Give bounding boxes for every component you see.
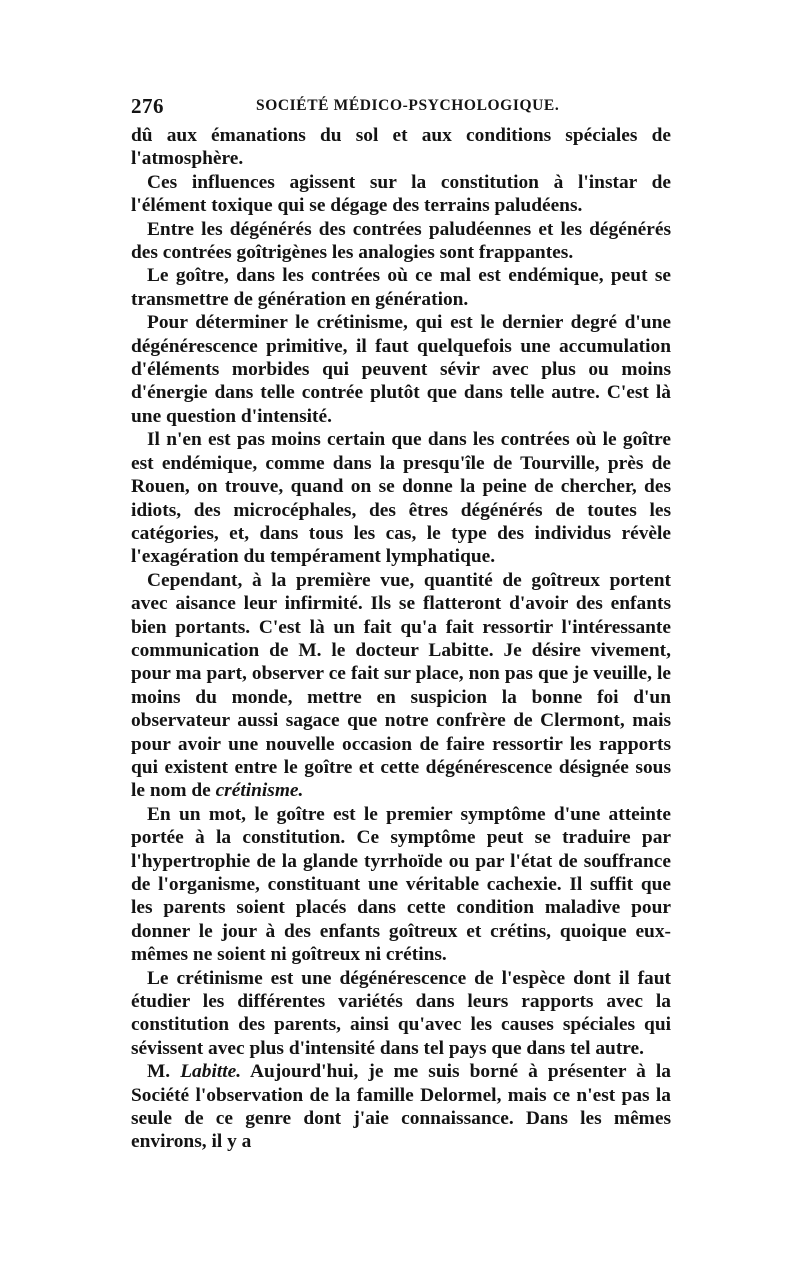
paragraph: Le crétinisme est une dégénérescence de l'espèce dont il faut étudier les différentes variétés dans leurs rapports avec la constitution des parents, ainsi qu'avec les causes spéciales qui sévissent avec plus d'intensité dans tel pays que dans tel autre. bbox=[131, 967, 671, 1059]
paragraph bbox=[131, 569, 671, 803]
paragraph: Pour déterminer le crétinisme, qui est le dernier degré d'une dégénérescence primitive, il faut quelquefois une accumulation d'éléments morbides qui peuvent sévir avec plus ou moins d'énergie dans telle contrée plutôt que dans telle autre. C'est là une question d'intensité. bbox=[131, 312, 671, 427]
document-page bbox=[131, 94, 671, 1154]
paragraph-text: Cependant, à la première vue, quantité de goîtreux portent avec aisance leur infirmité. Ils se flatteront d'avoir des enfants bien portants. C'est là un fait qu'a fait ressortir l'intéressante communication de M. le docteur Labitte. Je désire vivement, pour ma part, observer ce fait sur place, non pas que je veuille, le moins du monde, mettre en suspicion la bonne foi d'un observateur aussi sagace que notre confrère de Clermont, mais pour avoir une nouvelle occasion de faire ressortir les rapports qui existent entre le goître et cette dégénérescence désignée sous le nom de bbox=[131, 569, 671, 802]
emphasized-term: crétinisme. bbox=[215, 780, 304, 802]
paragraph: Entre les dégénérés des contrées paludéennes et les dégénérés des contrées goîtrigènes les analogies sont frappantes. bbox=[131, 218, 671, 264]
paragraph: Ces influences agissent sur la constitution à l'instar de l'élément toxique qui se dégage des terrains paludéens. bbox=[131, 171, 671, 217]
paragraph-continuation: dû aux émanations du sol et aux conditions spéciales de l'atmosphère. bbox=[131, 125, 671, 170]
speaker-name: Labitte. bbox=[180, 1061, 242, 1083]
paragraph: Il n'en est pas moins certain que dans les contrées où le goître est endémique, comme dans la presqu'île de Tourville, près de Rouen, on trouve, quand on se donne la peine de chercher, des idiots, des microcéphales, des êtres dégénérés de toutes les catégories, et, dans tous les cas, le type des individus révèle l'exagération du tempérament lymphatique. bbox=[131, 429, 671, 568]
paragraph: Le goître, dans les contrées où ce mal est endémique, peut se transmettre de génération en génération. bbox=[131, 265, 671, 310]
speaker-text: Aujourd'hui, je me suis borné à présenter à la Société l'observation de la famille Delormel, mais ce n'est pas la seule de ce genre dont j'aie connaissance. Dans les mêmes environs, il y a bbox=[131, 1061, 672, 1153]
running-header bbox=[131, 94, 671, 120]
speaker-prefix: M. bbox=[147, 1061, 181, 1083]
page-number: 276 bbox=[131, 94, 164, 118]
paragraph: En un mot, le goître est le premier symptôme d'une atteinte portée à la constitution. Ce symptôme peut se traduire par l'hypertrophie de la glande tyrrhoïde ou par l'état de souffrance de l'organisme, constituant une véritable cachexie. Il suffit que les parents soient placés dans cette condition maladive pour donner le jour à des enfants goîtreux et crétins, quoique eux-mêmes ne soient ni goîtreux ni crétins. bbox=[131, 803, 671, 966]
speaker-paragraph bbox=[131, 1060, 671, 1154]
body-text bbox=[131, 124, 671, 1154]
journal-title: SOCIÉTÉ MÉDICO-PSYCHOLOGIQUE. bbox=[256, 97, 560, 114]
